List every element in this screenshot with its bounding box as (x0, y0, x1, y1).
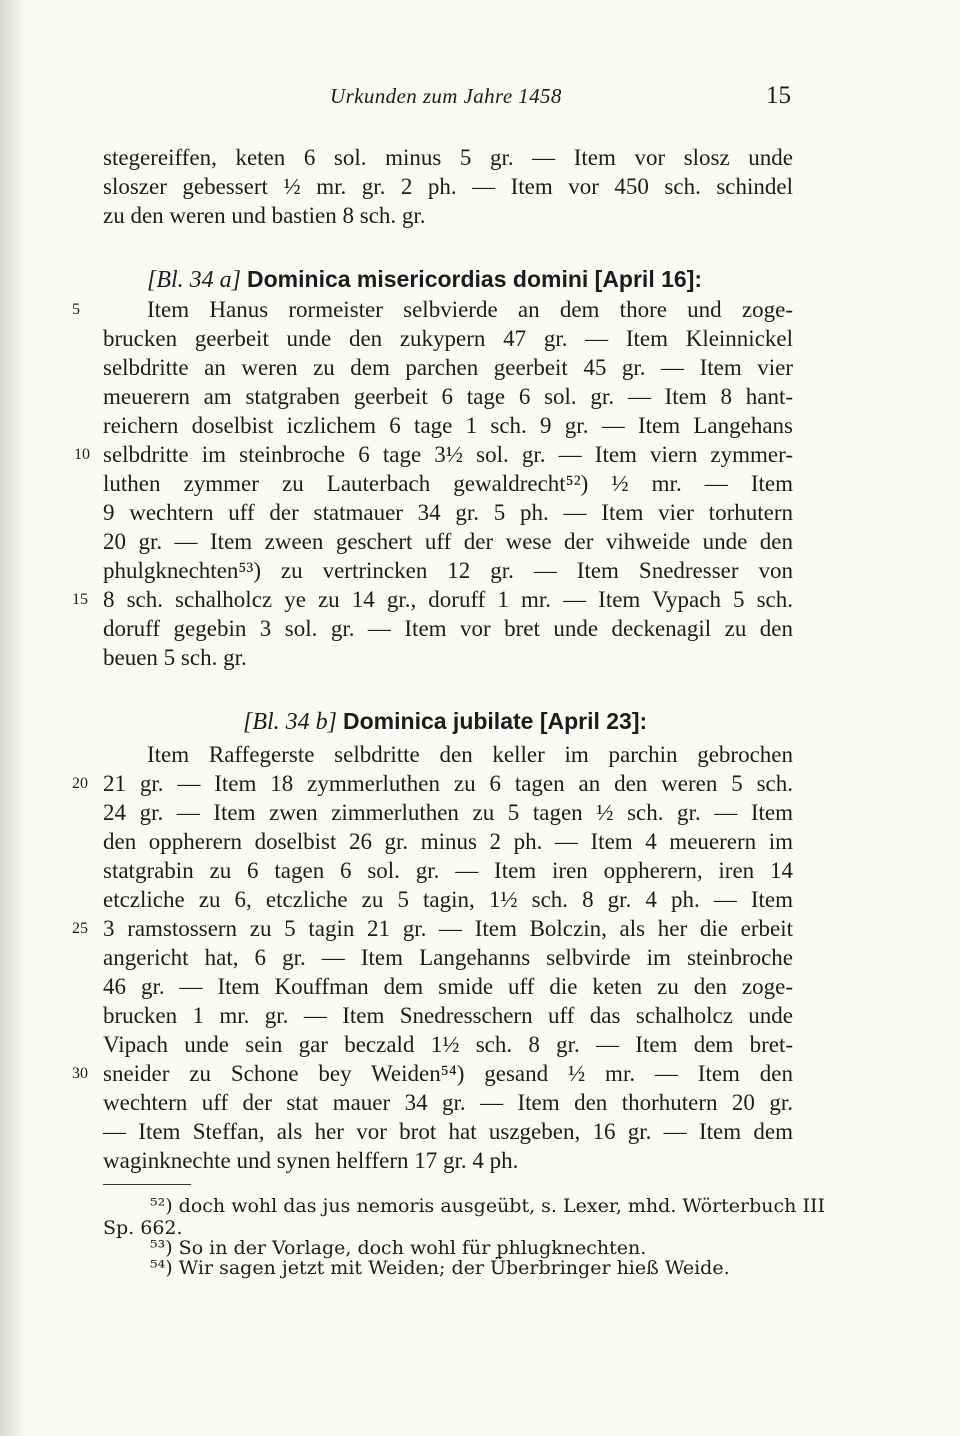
text-line: doruff gegebin 3 sol. gr. — Item vor bret unde deckenagil zu den (103, 616, 793, 641)
text-line: brucken 1 mr. gr. — Item Snedresschern uff das schalholcz unde (103, 1003, 793, 1028)
text-line: 24 gr. — Item zwen zimmerluthen zu 5 tagen ½ sch. gr. — Item (103, 800, 793, 825)
text-line: 3 ramstossern zu 5 tagin 21 gr. — Item Bolczin, als her die erbeit (103, 916, 793, 941)
margin-line-number: 30 (72, 1065, 88, 1082)
text-line: wechtern uff der stat mauer 34 gr. — Item den thorhutern 20 gr. (103, 1090, 793, 1115)
feast-title: Dominica misericordias domini [April 16]: (247, 266, 703, 292)
text-line: den oppherern doselbist 26 gr. minus 2 ph. — Item 4 meuerern im (103, 829, 793, 854)
text-line: luthen zymmer zu Lauterbach gewaldrecht⁵²) ½ mr. — Item (103, 471, 793, 496)
text-line: sloszer gebessert ½ mr. gr. 2 ph. — Item vor 450 sch. schindel (103, 174, 793, 199)
text-line: 20 gr. — Item zween geschert uff der wese der vihweide unde den (103, 529, 793, 554)
text-line: 46 gr. — Item Kouffman dem smide uff die keten zu den zoge- (103, 974, 793, 999)
text-line: — Item Steffan, als her vor brot hat uszgeben, 16 gr. — Item dem (103, 1119, 793, 1144)
text-line: selbdritte im steinbroche 6 tage 3½ sol. gr. — Item viern zymmer- (103, 442, 793, 467)
footnote-52-continuation: Sp. 662. (103, 1217, 183, 1239)
footnote-54: ⁵⁴) Wir sagen jetzt mit Weiden; der Überbringer hieß Weide. (150, 1257, 730, 1279)
footnote-divider (103, 1184, 191, 1185)
text-line: Item Raffegerste selbdritte den keller im parchin gebrochen (147, 742, 793, 767)
section-heading-jubilate (243, 706, 647, 736)
text-line: 9 wechtern uff der statmauer 34 gr. 5 ph. — Item vier torhutern (103, 500, 793, 525)
text-line: zu den weren und bastien 8 sch. gr. (103, 203, 426, 228)
footnote-53: ⁵³) So in der Vorlage, doch wohl für phlugknechten. (150, 1237, 647, 1259)
text-line: stegereiffen, keten 6 sol. minus 5 gr. — Item vor slosz unde (103, 145, 793, 170)
margin-line-number: 5 (72, 301, 80, 318)
text-line: waginknechte und synen helffern 17 gr. 4 ph. (103, 1148, 519, 1173)
feast-title: Dominica jubilate [April 23]: (343, 708, 648, 734)
text-line: reichern doselbist iczlichem 6 tage 1 sch. 9 gr. — Item Langehans (103, 413, 793, 438)
text-line: Item Hanus rormeister selbvierde an dem thore und zoge- (147, 297, 793, 322)
text-line: Vipach unde sein gar beczald 1½ sch. 8 gr. — Item dem bret- (103, 1032, 793, 1057)
margin-line-number: 10 (74, 446, 90, 463)
text-line: meuerern am statgraben geerbeit 6 tage 6 sol. gr. — Item 8 hant- (103, 384, 793, 409)
text-line: etczliche zu 6, etczliche zu 5 tagin, 1½ sch. 8 gr. 4 ph. — Item (103, 887, 793, 912)
text-line: selbdritte an weren zu dem parchen geerbeit 45 gr. — Item vier (103, 355, 793, 380)
margin-line-number: 25 (72, 920, 88, 937)
text-line: beuen 5 sch. gr. (103, 645, 247, 670)
margin-line-number: 15 (72, 591, 88, 608)
text-line: statgrabin zu 6 tagen 6 sol. gr. — Item iren oppherern, iren 14 (103, 858, 793, 883)
text-line: 8 sch. schalholcz ye zu 14 gr., doruff 1 mr. — Item Vypach 5 sch. (103, 587, 793, 612)
text-line: sneider zu Schone bey Weiden⁵⁴) gesand ½ mr. — Item den (103, 1061, 793, 1086)
folio-reference: [Bl. 34 a] (147, 267, 242, 293)
page-number: 15 (766, 82, 791, 109)
text-line: phulgknechten⁵³) zu vertrincken 12 gr. — Item Snedresser von (103, 558, 793, 583)
folio-reference: [Bl. 34 b] (243, 709, 338, 735)
running-head: Urkunden zum Jahre 1458 (330, 84, 562, 108)
text-line: brucken geerbeit unde den zukypern 47 gr. — Item Kleinnickel (103, 326, 793, 351)
section-heading-misericordias (147, 264, 702, 294)
footnote-52: ⁵²) doch wohl das jus nemoris ausgeübt, s. Lexer, mhd. Wörterbuch III (150, 1195, 825, 1217)
text-line: 21 gr. — Item 18 zymmerluthen zu 6 tagen an den weren 5 sch. (103, 771, 793, 796)
margin-line-number: 20 (72, 775, 88, 792)
text-line: angericht hat, 6 gr. — Item Langehanns selbvirde im steinbroche (103, 945, 793, 970)
